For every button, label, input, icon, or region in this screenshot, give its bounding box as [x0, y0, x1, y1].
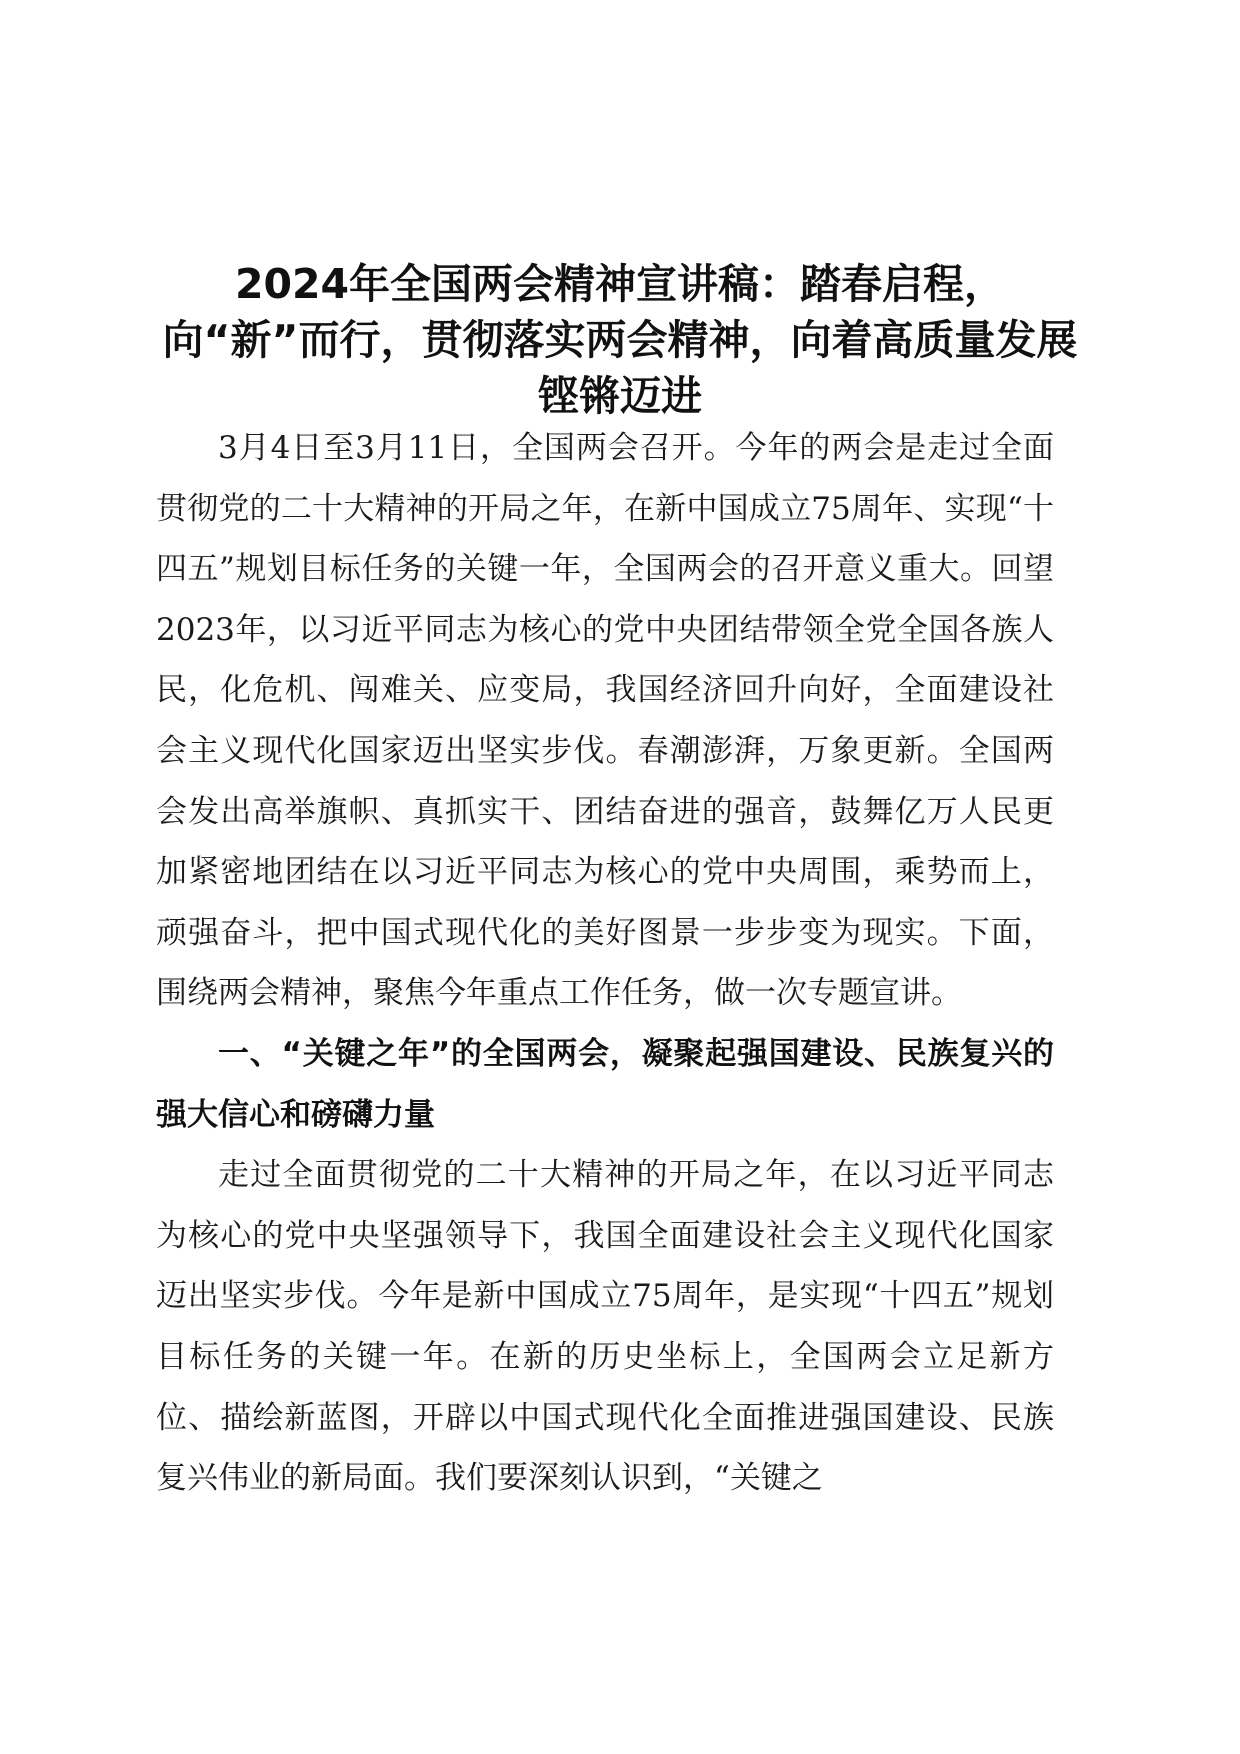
- section-1-paragraph: 走过全面贯彻党的二十大精神的开局之年，在以习近平同志为核心的党中央坚强领导下，我国全面建设社会主义现代化国家迈出坚实步伐。今年是新中国成立75周年，是实现“十四五”规划目标任务的关键一年。在新的历史坐标上，全国两会立足新方位、描绘新蓝图，开辟以中国式现代化全面推进强国建设、民族复兴伟业的新局面。我们要深刻认识到，“关键之: [156, 1157, 1054, 1497]
- document-title: 2024年全国两会精神宣讲稿：踏春启程，向“新”而行，贯彻落实两会精神，向着高质量发展铿锵迈进: [162, 260, 1078, 420]
- intro-paragraph: 3月4日至3月11日，全国两会召开。今年的两会是走过全面贯彻党的二十大精神的开局之年，在新中国成立75周年、实现“十四五”规划目标任务的关键一年，全国两会的召开意义重大。回望2023年，以习近平同志为核心的党中央团结带领全党全国各族人民，化危机、闯难关、应变局，我国经济回升向好，全面建设社会主义现代化国家迈出坚实步伐。春潮澎湃，万象更新。全国两会发出高举旗帜、真抓实干、团结奋进的强音，鼓舞亿万人民更加紧密地团结在以习近平同志为核心的党中央周围，乘势而上，顽强奋斗，把中国式现代化的美好图景一步步变为现实。下面，围绕两会精神，聚焦今年重点工作任务，做一次专题宣讲。: [156, 430, 1054, 1012]
- section-heading-1: 一、“关键之年”的全国两会，凝聚起强国建设、民族复兴的强大信心和磅礴力量: [156, 1035, 1054, 1133]
- document-body: [156, 418, 1054, 1509]
